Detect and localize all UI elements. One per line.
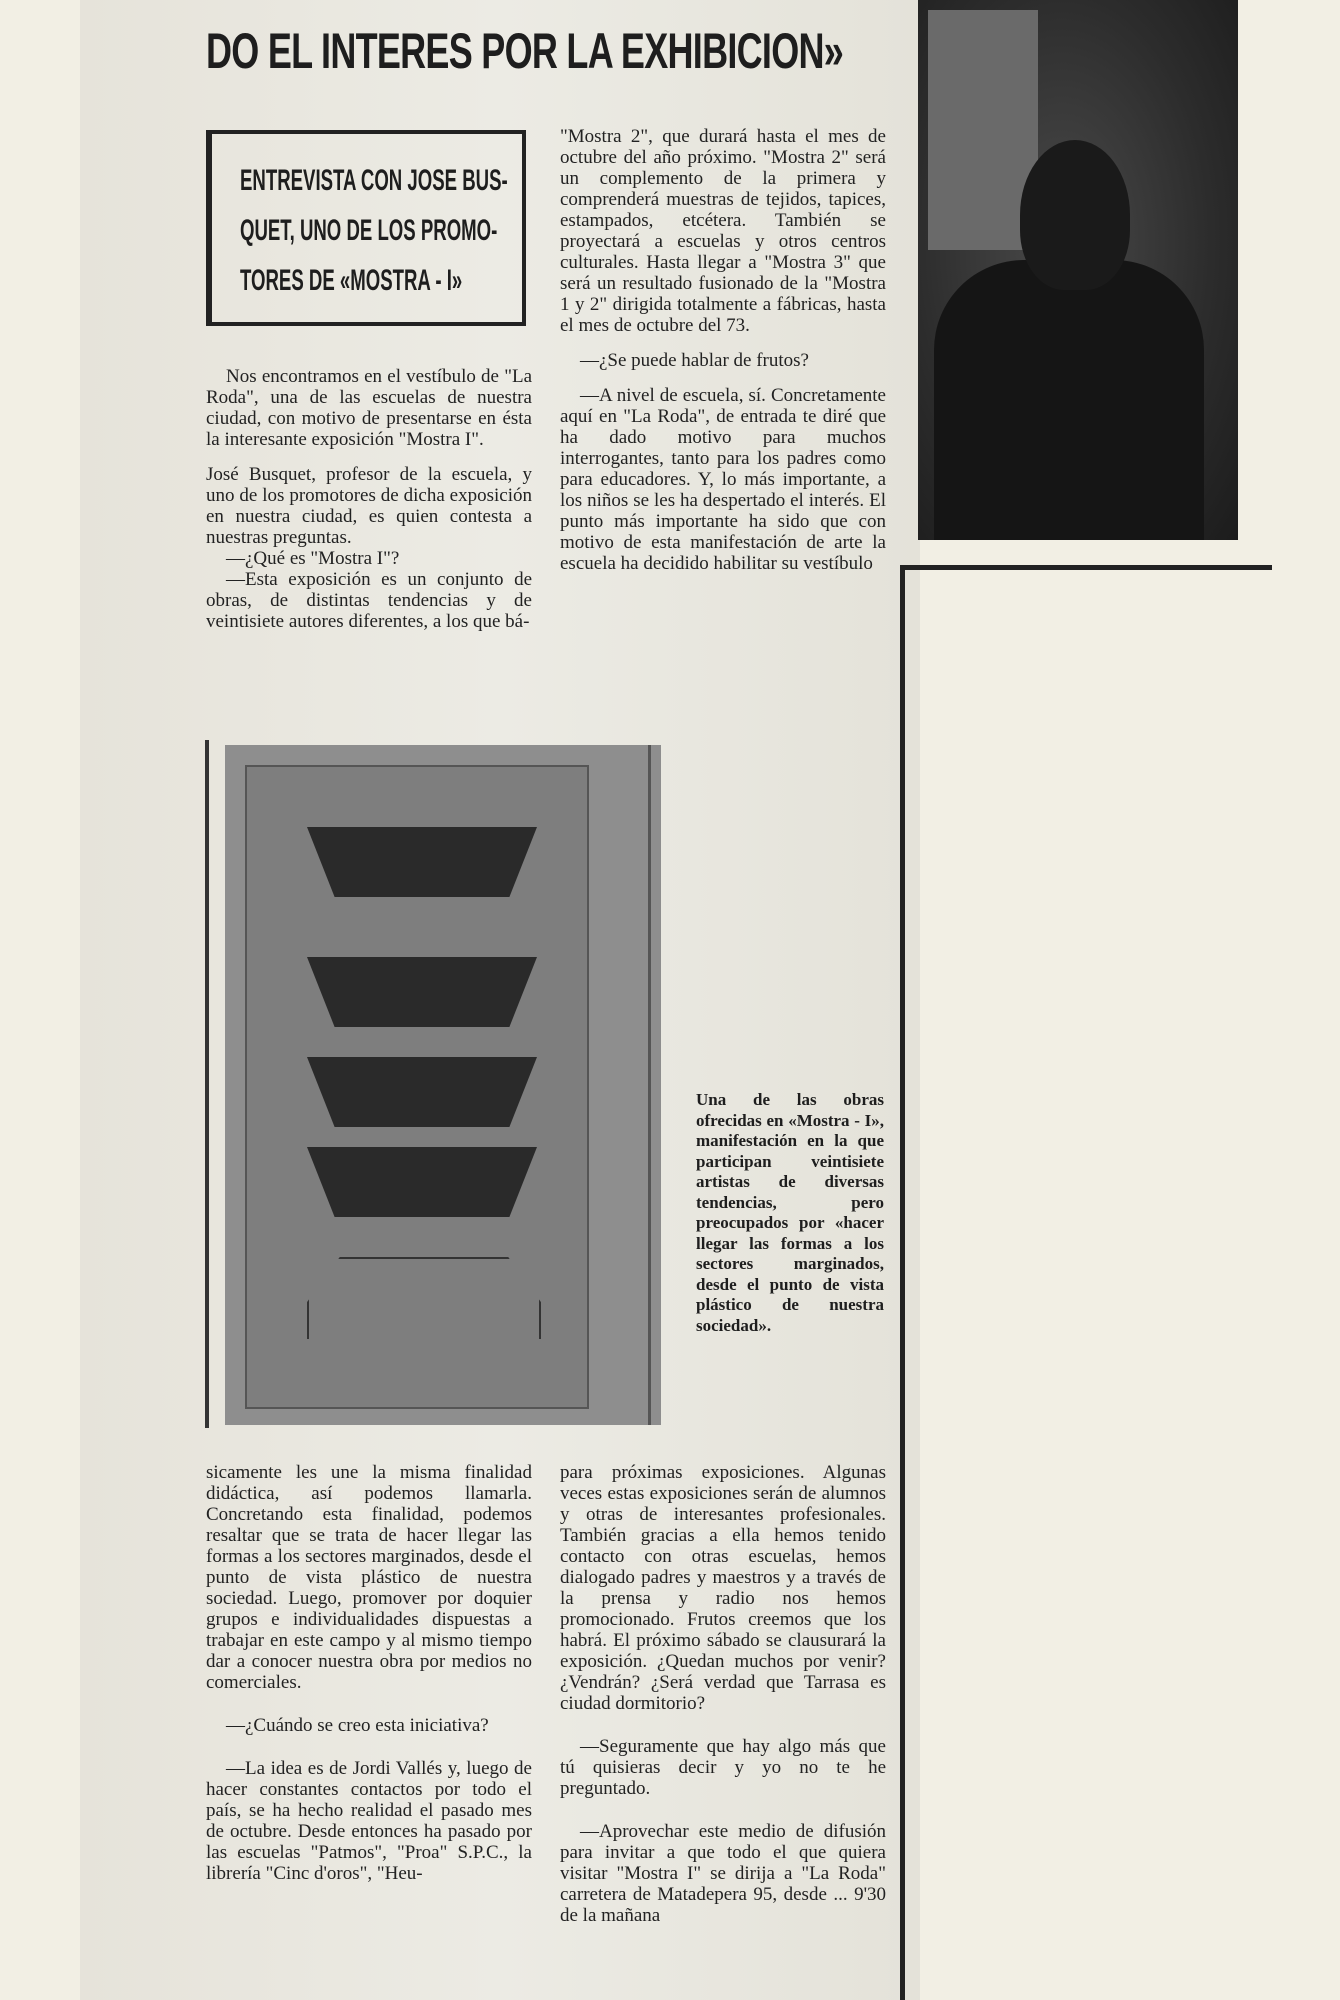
vertical-rule	[900, 565, 905, 2000]
headline: DO EL INTERES POR LA EXHIBICION»	[206, 23, 844, 79]
subhead-box	[206, 130, 526, 326]
photo-caption	[696, 1090, 884, 1336]
question: —¿Qué es "Mostra I"?	[226, 548, 400, 569]
question: —¿Se puede hablar de frutos?	[580, 350, 809, 371]
question: —Seguramente que hay algo más que tú quisieras decir y yo no te he preguntado.	[560, 1736, 886, 1799]
artwork-frame-line	[648, 745, 651, 1425]
paragraph: sicamente les une la misma finalidad didáctica, así podemos llamarla. Concretando esta finalidad, podemos resaltar que se trata de hacer llegar las formas a los sectores marginados, desde el punto de vista plástico de nuestra sociedad. Luego, promover por doquier grupos e individualidades dispuestas a trabajar en este campo y al mismo tiempo dar a conocer nuestra obra por medios no comerciales.	[206, 1462, 532, 1693]
paragraph: José Busquet, profesor de la escuela, y uno de los promotores de dicha exposición en nuestra ciudad, es quien contesta a nuestras preguntas.	[206, 464, 532, 548]
artwork-shape	[307, 827, 537, 897]
photo-figure-body	[934, 260, 1204, 540]
artwork-shape	[307, 1057, 537, 1127]
column-1-top	[206, 366, 532, 632]
answer: —A nivel de escuela, sí. Concretamente aquí en "La Roda", de entrada te diré que ha dado motivo para muchos interrogantes, tanto para los padres como para educadores. Y, lo más importante, a los niños se les ha despertado el interés. El punto más importante ha sido que con motivo de esta manifestación de arte la escuela ha decidido habilitar su vestíbulo	[560, 385, 886, 574]
subhead-line-3: TORES DE «MOSTRA - I»	[240, 264, 463, 297]
artwork-panel	[245, 765, 589, 1409]
portrait-photo	[918, 0, 1238, 540]
artwork-photo	[225, 745, 661, 1425]
subhead-line-1: ENTREVISTA CON JOSE BUS-	[240, 164, 508, 197]
artwork-photo-frame	[205, 740, 664, 1428]
artwork-outline-shape	[307, 1257, 541, 1339]
paragraph: "Mostra 2", que durará hasta el mes de octubre del año próximo. "Mostra 2" será un complemento de la primera y comprenderá muestras de tejidos, tapices, estampados, etcétera. También se proyectará a escuelas y otros centros culturales. Hasta llegar a "Mostra 3" que será un resultado fusionado de la "Mostra 1 y 2" dirigida totalmente a fábricas, hasta el mes de octubre del 73.	[560, 126, 886, 336]
subhead-line-2: QUET, UNO DE LOS PROMO-	[240, 214, 498, 247]
column-1-bottom	[206, 1462, 532, 1884]
artwork-shape	[307, 957, 537, 1027]
photo-figure-head	[1020, 140, 1130, 290]
answer: —Aprovechar este medio de difusión para invitar a que todo el que quiera visitar "Mostra I" se dirija a "La Roda" carretera de Matadepera 95, desde ... 9'30 de la mañana	[560, 1821, 886, 1926]
question: —¿Cuándo se creo esta iniciativa?	[226, 1715, 489, 1736]
column-2-top	[560, 126, 886, 574]
column-2-bottom	[560, 1462, 886, 1926]
paragraph: Nos encontramos en el vestíbulo de "La Roda", una de las escuelas de nuestra ciudad, con motivo de presentarse en ésta la interesante exposición "Mostra I".	[206, 366, 532, 450]
paragraph: para próximas exposiciones. Algunas veces estas exposiciones serán de alumnos y otras de interesantes profesionales. También gracias a ella hemos tenido contacto con otras escuelas, hemos dialogado padres y maestros y a través de la prensa y radio nos hemos promocionado. Frutos creemos que los habrá. El próximo sábado se clausurará la exposición. ¿Quedan muchos por venir? ¿Vendrán? ¿Será verdad que Tarrasa es ciudad dormitorio?	[560, 1462, 886, 1714]
answer: —La idea es de Jordi Vallés y, luego de hacer constantes contactos por todo el país, se ha hecho realidad el pasado mes de octubre. Desde entonces ha pasado por las escuelas "Patmos", "Proa" S.P.C., la librería "Cinc d'oros", "Heu-	[206, 1758, 532, 1884]
horizontal-rule	[900, 565, 1272, 570]
answer: —Esta exposición es un conjunto de obras, de distintas tendencias y de veintisiete autores diferentes, a los que bá-	[206, 569, 532, 632]
caption-text: Una de las obras ofrecidas en «Mostra - I», manifestación en la que participan veintisiete artistas de diversas tendencias, pero preocupados por «hacer llegar las formas a los sectores marginados, desde el punto de vista plástico de nuestra sociedad».	[696, 1090, 884, 1335]
artwork-shape	[307, 1147, 537, 1217]
